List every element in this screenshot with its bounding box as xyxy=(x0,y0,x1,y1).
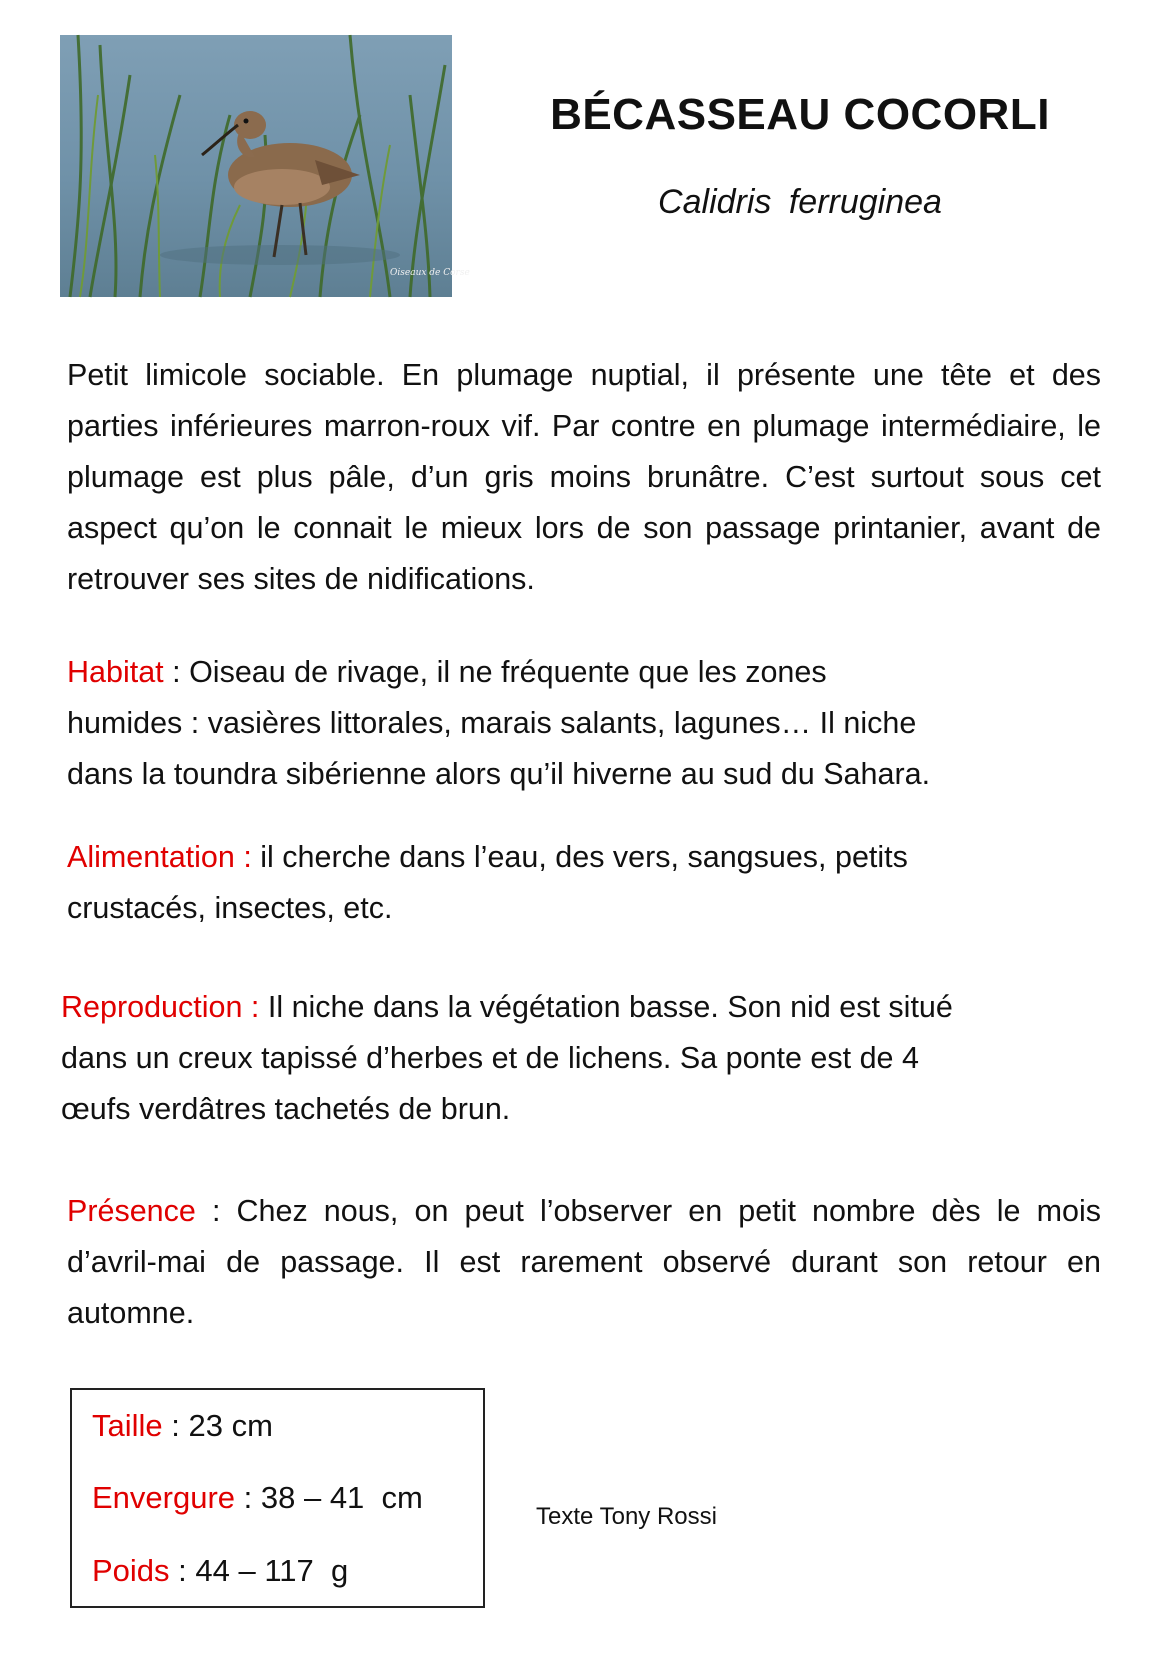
habitat-separator: : xyxy=(163,655,190,689)
reproduction-line-3: œufs verdâtres tachetés de brun. xyxy=(61,1092,511,1126)
weight-row xyxy=(92,1553,348,1589)
alimentation-line-1: il cherche dans l’eau, des vers, sangsues, petits xyxy=(251,840,908,874)
page-title: BÉCASSEAU COCORLI xyxy=(550,90,1050,139)
habitat-line-2: humides : vasières littorales, marais salants, lagunes… Il niche xyxy=(67,706,917,740)
presence-section xyxy=(67,1186,1101,1339)
wingspan-row xyxy=(92,1480,423,1516)
alimentation-label: Alimentation : xyxy=(67,840,252,874)
photo-watermark: Oiseaux de Corse xyxy=(390,268,470,278)
weight-value: : 44 – 117 g xyxy=(169,1553,349,1588)
habitat-line-1: Oiseau de rivage, il ne fréquente que les zones xyxy=(189,655,827,689)
presence-label: Présence xyxy=(67,1194,196,1228)
reproduction-line-1: Il niche dans la végétation basse. Son nid est situé xyxy=(259,990,953,1024)
bird-photo xyxy=(60,35,470,297)
latin-name: Calidris ferruginea xyxy=(658,183,942,221)
habitat-line-3: dans la toundra sibérienne alors qu’il hiverne au sud du Sahara. xyxy=(67,757,931,791)
wingspan-value: : 38 – 41 cm xyxy=(235,1480,423,1515)
weight-label: Poids xyxy=(92,1553,170,1588)
intro-paragraph: Petit limicole sociable. En plumage nuptial, il présente une tête et des parties inférieures marron-roux vif. Par contre en plumage intermédiaire, le plumage est plus pâle, d’un gris moins brunâtre. C’est surtout sous cet aspect qu’on le connait le mieux lors de son passage printanier, avant de retrouver ses sites de nidifications. xyxy=(67,358,1101,596)
alimentation-line-2: crustacés, insectes, etc. xyxy=(67,891,393,925)
size-row xyxy=(92,1408,273,1444)
reproduction-label: Reproduction : xyxy=(61,990,260,1024)
reproduction-line-2: dans un creux tapissé d’herbes et de lichens. Sa ponte est de 4 xyxy=(61,1041,919,1075)
measurements-box xyxy=(70,1388,485,1608)
presence-text: : Chez nous, on peut l’observer en petit nombre dès le mois d’avril-mai de passage. Il est rarement observé durant son retour en automne. xyxy=(67,1194,1101,1330)
size-value: : 23 cm xyxy=(162,1408,273,1443)
size-label: Taille xyxy=(92,1408,163,1443)
author-credit: Texte Tony Rossi xyxy=(536,1503,717,1530)
wingspan-label: Envergure xyxy=(92,1480,236,1515)
habitat-label: Habitat xyxy=(67,655,164,689)
alimentation-section xyxy=(67,832,1101,934)
habitat-section xyxy=(67,647,1101,800)
reproduction-section xyxy=(61,982,1101,1135)
